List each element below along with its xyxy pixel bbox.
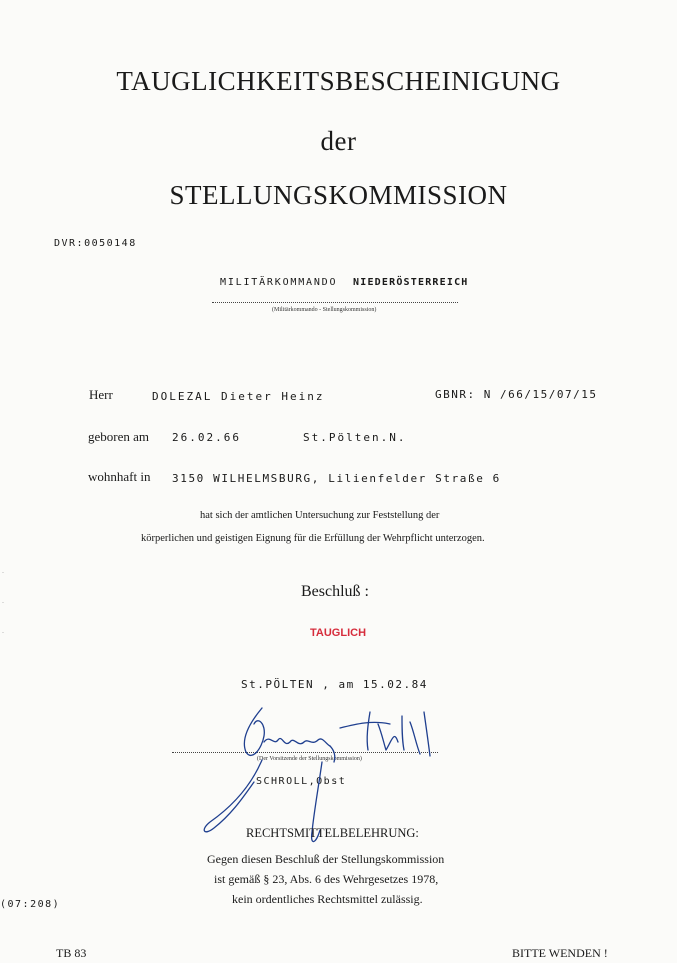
military-command-name: NIEDERÖSTERREICH <box>353 277 469 288</box>
decision-result-stamp: TAUGLICH <box>310 627 367 639</box>
herr-label: Herr <box>89 387 113 402</box>
legal-notice-line-3: kein ordentliches Rechtsmittel zulässig. <box>232 892 423 906</box>
title-connector: der <box>320 126 357 156</box>
dvr-number: DVR:0050148 <box>54 238 137 249</box>
signature-caption: (Der Vorsitzende der Stellungskommission) <box>257 756 362 762</box>
margin-speck: · <box>2 570 4 576</box>
margin-speck: · <box>2 600 4 606</box>
birth-date: 26.02.66 <box>172 431 241 444</box>
form-code: TB 83 <box>56 946 87 960</box>
commission-title: STELLUNGSKOMMISSION <box>169 180 508 210</box>
decision-heading: Beschluß : <box>301 583 369 600</box>
legal-notice-line-2: ist gemäß § 23, Abs. 6 des Wehrgesetzes 1978, <box>214 872 439 886</box>
turn-over-notice: BITTE WENDEN ! <box>512 946 608 960</box>
place-date: St.PÖLTEN , am 15.02.84 <box>241 678 428 691</box>
command-dotted-line <box>212 302 458 303</box>
birth-place: St.Pölten.N. <box>303 431 407 444</box>
signature-dotted-line <box>172 752 438 753</box>
address: 3150 WILHELMSBURG, Lilienfelder Straße 6 <box>172 472 501 485</box>
military-command-prefix: MILITÄRKOMMANDO <box>220 277 338 288</box>
person-name: DOLEZAL Dieter Heinz <box>152 390 325 403</box>
statement-line-1: hat sich der amtlichen Untersuchung zur Feststellung der <box>200 510 440 521</box>
signer-name: SCHROLL,Obst <box>256 776 347 787</box>
command-caption: (Militärkommando - Stellungskommission) <box>272 307 377 313</box>
residence-label: wohnhaft in <box>88 469 151 484</box>
document-title: TAUGLICHKEITSBESCHEINIGUNG <box>116 66 561 96</box>
margin-speck: · <box>2 630 4 636</box>
born-label: geboren am <box>88 429 150 444</box>
gbnr-number: GBNR: N /66/15/07/15 <box>435 388 598 401</box>
statement-line-2: körperlichen und geistigen Eignung für die Erfüllung der Wehrpflicht unterzogen. <box>141 533 485 544</box>
legal-notice-line-1: Gegen diesen Beschluß der Stellungskommission <box>207 852 445 866</box>
legal-notice-heading: RECHTSMITTELBELEHRUNG: <box>246 826 419 840</box>
side-code: (07:208) <box>0 899 61 910</box>
